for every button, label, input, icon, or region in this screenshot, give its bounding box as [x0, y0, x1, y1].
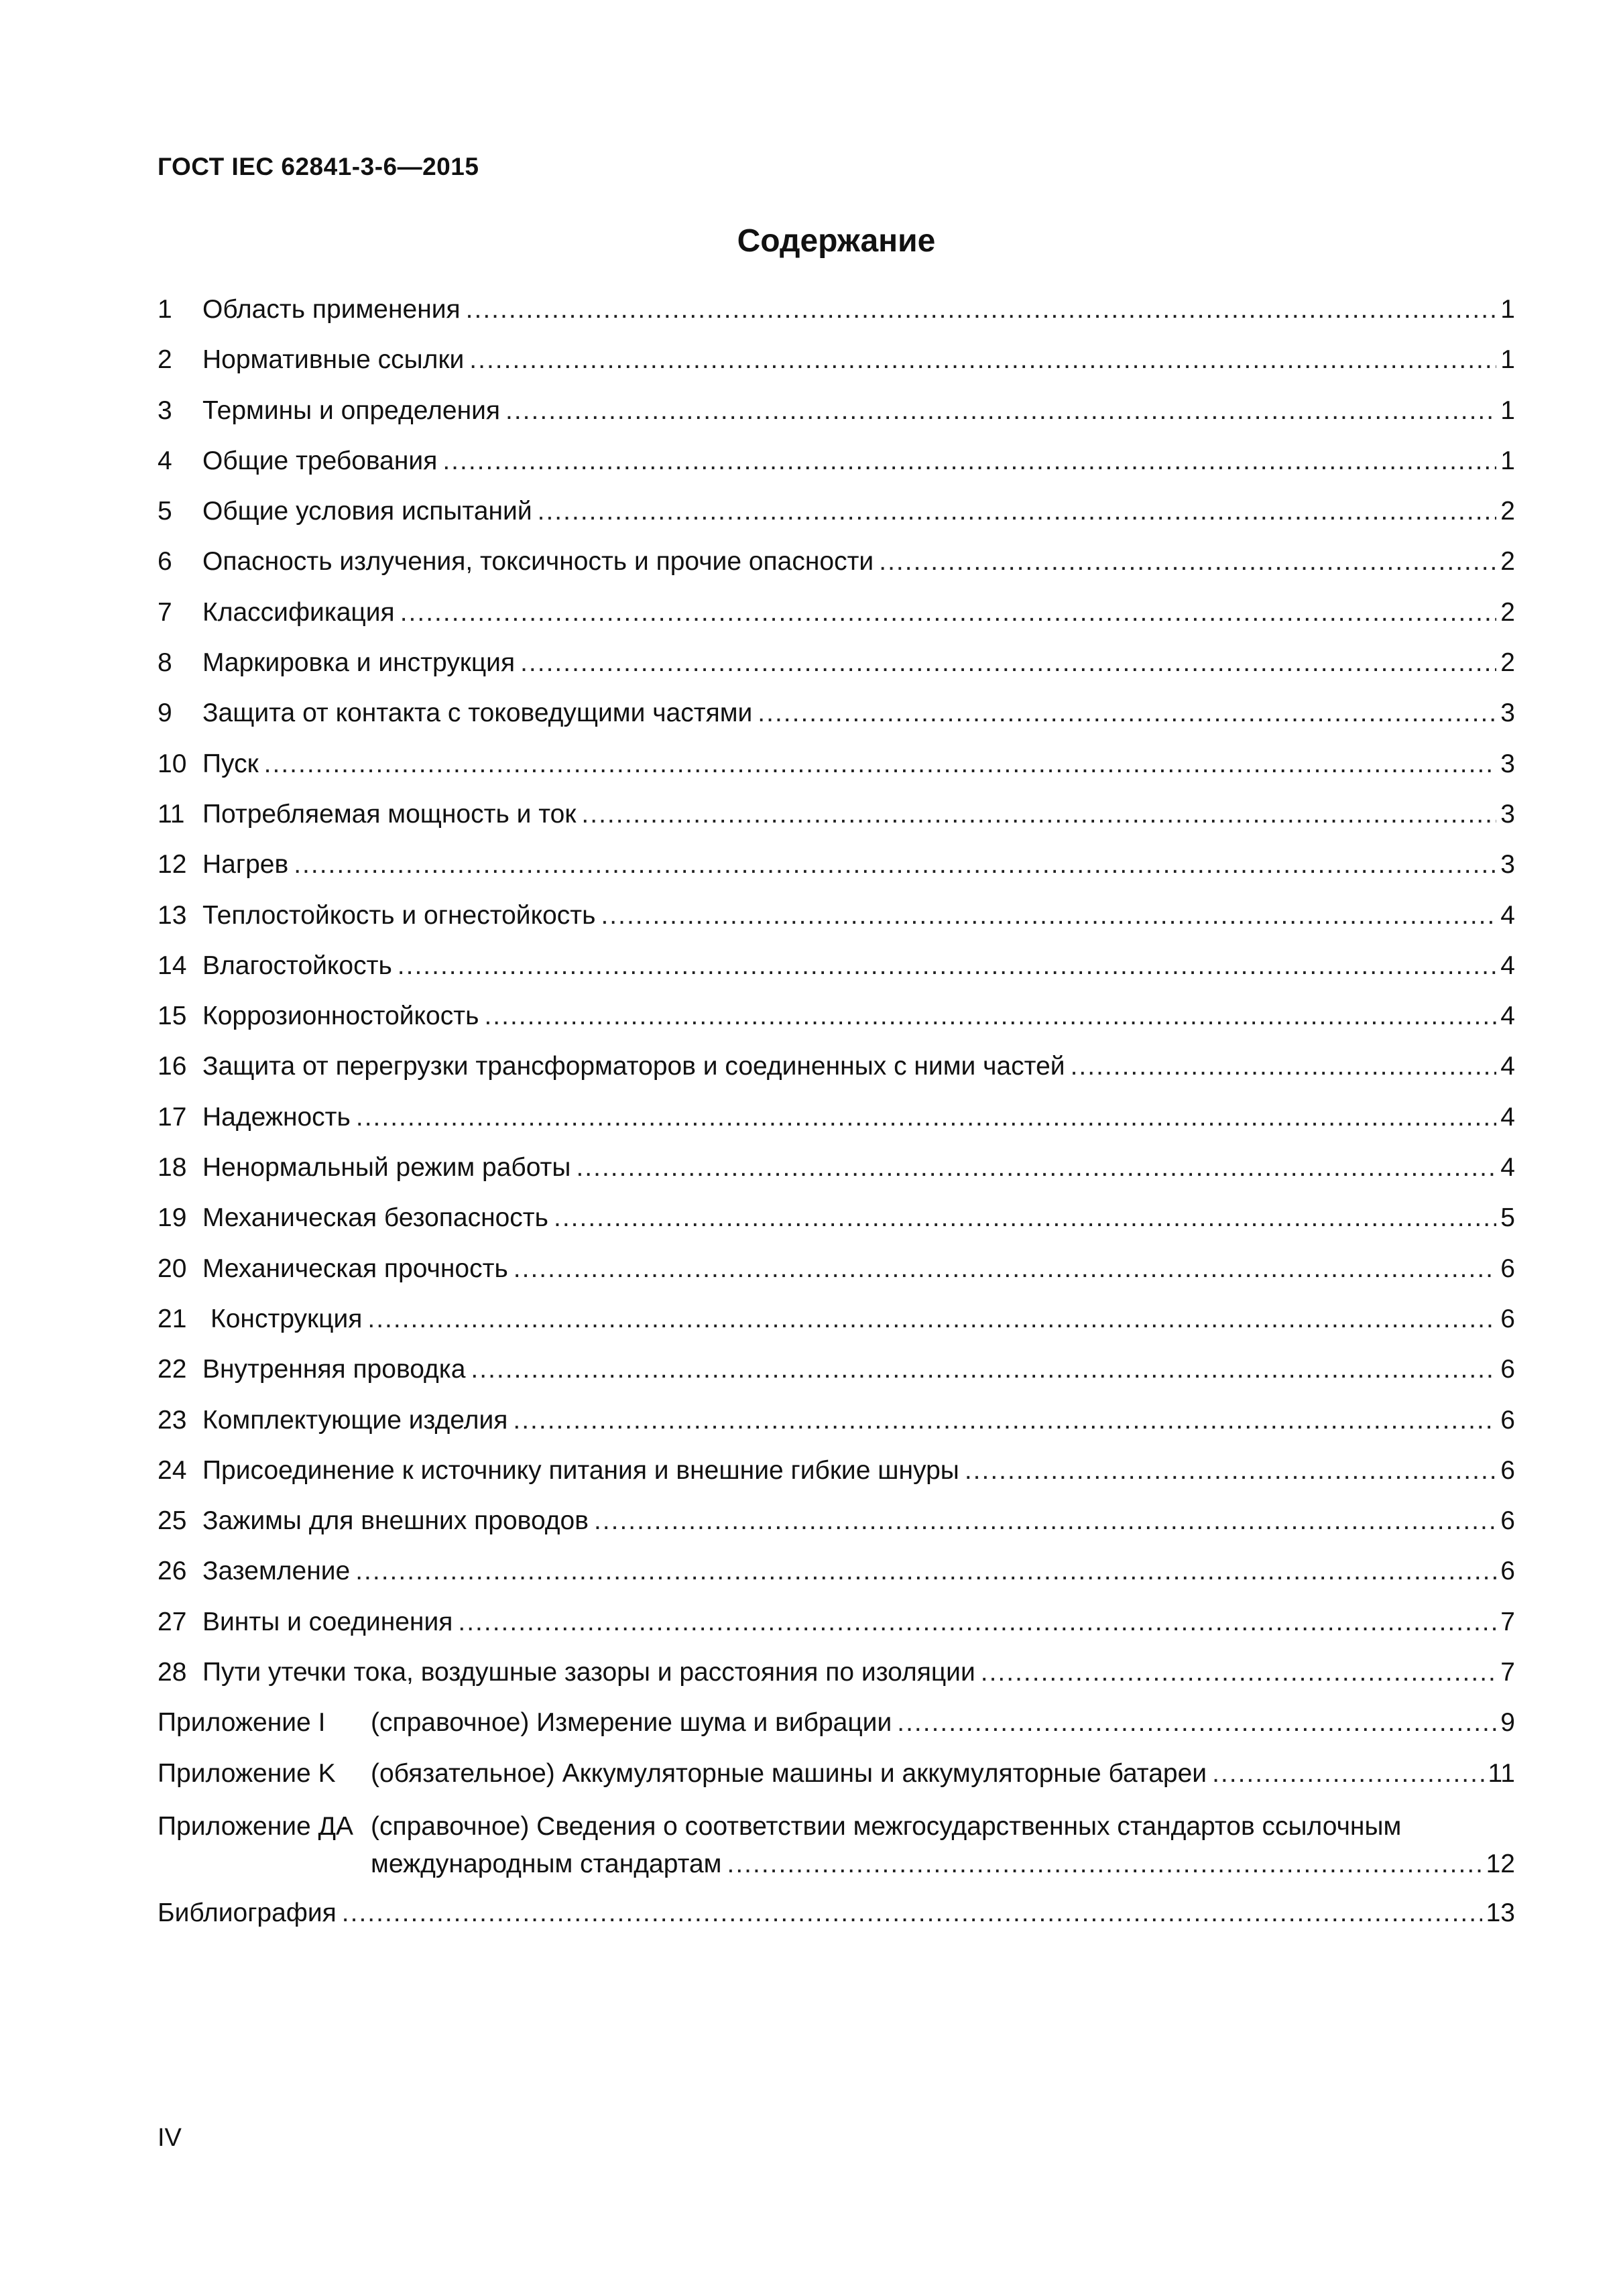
toc-entry[interactable] — [158, 396, 1515, 446]
toc-entry-number: 26 — [158, 1557, 187, 1586]
toc-entry[interactable] — [158, 1254, 1515, 1305]
toc-entry-number: 12 — [158, 850, 187, 880]
toc-entry-page: 2 — [1500, 597, 1515, 627]
toc-entry-title: Маркировка и инструкция — [202, 648, 516, 678]
toc-entry-number: 6 — [158, 547, 172, 577]
toc-bibliography[interactable] — [158, 1898, 1515, 1949]
toc-entry-number: 16 — [158, 1052, 187, 1081]
toc-entry-title: Ненормальный режим работы — [202, 1153, 571, 1183]
toc-entry-title: Конструкция — [211, 1304, 363, 1333]
page-number: IV — [158, 2124, 182, 2152]
toc-entry[interactable] — [158, 1355, 1515, 1405]
toc-entry-number: 7 — [158, 597, 172, 627]
toc-entry-number: 5 — [158, 497, 172, 526]
toc-entry-title: Нагрев — [202, 850, 289, 880]
toc-entry-number: 20 — [158, 1254, 187, 1283]
dot-leader — [264, 749, 1497, 779]
dot-leader — [466, 295, 1497, 324]
dot-leader — [520, 648, 1496, 678]
dot-leader — [514, 1254, 1497, 1284]
dot-leader — [484, 1002, 1496, 1031]
toc-entry-page: 1 — [1500, 345, 1515, 375]
toc-entry[interactable] — [158, 1103, 1515, 1153]
toc-entry[interactable] — [158, 749, 1515, 800]
dot-leader — [897, 1708, 1496, 1738]
toc-entry-title: Общие условия испытаний — [202, 497, 532, 526]
toc-entry[interactable] — [158, 1608, 1515, 1658]
toc-entry-title: Присоединение к источнику питания и внешние гибкие шнуры — [202, 1455, 959, 1485]
toc-appendix-da[interactable] — [158, 1812, 1515, 1898]
toc-entry-number: 9 — [158, 699, 172, 728]
toc-entry-page: 6 — [1500, 1405, 1515, 1435]
table-of-contents — [158, 295, 1515, 1949]
toc-entry-number: 1 — [158, 295, 172, 324]
toc-entry[interactable] — [158, 1506, 1515, 1557]
toc-entry-title: Заземление — [202, 1557, 351, 1586]
appendix-title: (справочное) Измерение шума и вибрации — [371, 1708, 892, 1738]
dot-leader — [356, 1103, 1496, 1132]
dot-leader — [1212, 1759, 1484, 1789]
toc-entry-title: Термины и определения — [202, 396, 501, 425]
toc-entry-number: 19 — [158, 1203, 187, 1233]
toc-entry-title: Влагостойкость — [202, 951, 392, 980]
toc-entry-number: 17 — [158, 1102, 187, 1132]
toc-entry-title: Пуск — [202, 749, 259, 778]
toc-entry-page: 4 — [1500, 900, 1515, 930]
dot-leader — [294, 850, 1496, 880]
dot-leader — [965, 1456, 1496, 1486]
dot-leader — [469, 345, 1496, 375]
dot-leader — [981, 1658, 1497, 1687]
toc-entry-title: Пути утечки тока, воздушные зазоры и расстояния по изоляции — [202, 1658, 975, 1687]
toc-entry-page: 2 — [1500, 497, 1515, 526]
toc-appendix-k[interactable] — [158, 1759, 1515, 1809]
dot-leader — [505, 396, 1496, 426]
appendix-page: 9 — [1500, 1708, 1515, 1738]
toc-entry[interactable] — [158, 699, 1515, 749]
toc-entry-number: 18 — [158, 1153, 187, 1183]
dot-leader — [367, 1305, 1496, 1334]
appendix-page: 12 — [1486, 1849, 1515, 1878]
dot-leader — [355, 1557, 1496, 1586]
toc-entry-title: Внутренняя проводка — [202, 1355, 466, 1384]
toc-entry[interactable] — [158, 497, 1515, 547]
toc-entry[interactable] — [158, 800, 1515, 850]
toc-entry-number: 21 — [158, 1304, 187, 1333]
toc-entry-number: 23 — [158, 1405, 187, 1435]
dot-leader — [342, 1898, 1482, 1928]
toc-entry-number: 24 — [158, 1455, 187, 1485]
toc-entry-title: Классификация — [202, 597, 395, 627]
toc-entry[interactable] — [158, 547, 1515, 597]
dot-leader — [538, 497, 1497, 526]
toc-entry-title: Защита от перегрузки трансформаторов и соединенных с ними частей — [202, 1052, 1065, 1081]
toc-entry-title: Теплостойкость и огнестойкость — [202, 900, 596, 930]
dot-leader — [758, 699, 1496, 728]
toc-entry-title: Опасность излучения, токсичность и прочие опасности — [202, 547, 874, 577]
toc-entry-page: 1 — [1500, 295, 1515, 324]
toc-entry[interactable] — [158, 295, 1515, 345]
toc-entry-title: Нормативные ссылки — [202, 345, 465, 375]
bibliography-page: 13 — [1486, 1898, 1515, 1927]
dot-leader — [554, 1203, 1496, 1233]
dot-leader — [581, 800, 1496, 829]
toc-entry[interactable] — [158, 1052, 1515, 1102]
toc-entry-title: Винты и соединения — [202, 1607, 453, 1636]
dot-leader — [727, 1850, 1482, 1879]
toc-entry-title: Общие требования — [202, 446, 438, 475]
toc-entry-page: 1 — [1500, 396, 1515, 425]
dot-leader — [442, 446, 1496, 476]
toc-entry-title: Зажимы для внешних проводов — [202, 1506, 589, 1536]
toc-entry-page: 2 — [1500, 648, 1515, 678]
appendix-title: (обязательное) Аккумуляторные машины и аккумуляторные батареи — [371, 1758, 1207, 1788]
appendix-title-continued: международным стандартам — [371, 1849, 722, 1878]
page-title: Содержание — [737, 223, 936, 259]
toc-entry-page: 1 — [1500, 446, 1515, 475]
dot-leader — [594, 1506, 1496, 1536]
toc-entry-number: 28 — [158, 1658, 187, 1687]
appendix-page: 11 — [1488, 1758, 1515, 1788]
toc-entry-page: 6 — [1500, 1455, 1515, 1485]
toc-entry-page: 4 — [1500, 1102, 1515, 1132]
toc-entry-page: 4 — [1500, 951, 1515, 980]
toc-entry-page: 3 — [1500, 749, 1515, 778]
toc-entry[interactable] — [158, 446, 1515, 497]
toc-entry-number: 4 — [158, 446, 172, 475]
toc-entry-number: 10 — [158, 749, 187, 778]
toc-entry-page: 7 — [1500, 1607, 1515, 1636]
toc-entry-title: Механическая прочность — [202, 1254, 508, 1283]
toc-entry-number: 25 — [158, 1506, 187, 1536]
toc-entry[interactable] — [158, 951, 1515, 1002]
appendix-label: Приложение ДА — [158, 1811, 354, 1841]
toc-entry[interactable] — [158, 850, 1515, 900]
toc-entry-page: 4 — [1500, 1002, 1515, 1031]
toc-entry-page: 4 — [1500, 1052, 1515, 1081]
toc-entry[interactable] — [158, 1658, 1515, 1708]
toc-entry-title: Область применения — [202, 295, 461, 324]
toc-entry-number: 14 — [158, 951, 187, 980]
toc-entry-page: 3 — [1500, 850, 1515, 880]
bibliography-label: Библиография — [158, 1898, 337, 1927]
toc-entry-page: 6 — [1500, 1254, 1515, 1283]
toc-entry[interactable] — [158, 1456, 1515, 1506]
appendix-label: Приложение K — [158, 1758, 336, 1788]
dot-leader — [1071, 1052, 1497, 1081]
dot-leader — [471, 1355, 1496, 1384]
toc-entry-page: 4 — [1500, 1153, 1515, 1183]
toc-entry-title: Надежность — [202, 1102, 351, 1132]
toc-entry-number: 22 — [158, 1355, 187, 1384]
toc-entry-page: 6 — [1500, 1506, 1515, 1536]
appendix-label: Приложение I — [158, 1708, 326, 1738]
toc-entry-number: 15 — [158, 1002, 187, 1031]
toc-entry-page: 6 — [1500, 1304, 1515, 1333]
toc-entry[interactable] — [158, 1305, 1515, 1355]
toc-entry-number: 11 — [158, 799, 185, 829]
toc-entry-number: 13 — [158, 900, 187, 930]
dot-leader — [513, 1406, 1496, 1435]
document-code: ГОСТ IEC 62841-3-6—2015 — [158, 153, 479, 180]
toc-entry-title: Механическая безопасность — [202, 1203, 548, 1233]
toc-entry[interactable] — [158, 598, 1515, 648]
toc-entry[interactable] — [158, 1002, 1515, 1052]
toc-entry[interactable] — [158, 1406, 1515, 1456]
dot-leader — [400, 598, 1497, 627]
toc-entry-number: 27 — [158, 1607, 187, 1636]
toc-entry-page: 6 — [1500, 1355, 1515, 1384]
appendix-title: (справочное) Сведения о соответствии межгосударственных стандартов ссылочным — [371, 1811, 1402, 1841]
toc-entry[interactable] — [158, 1557, 1515, 1607]
toc-entry[interactable] — [158, 1203, 1515, 1254]
dot-leader — [398, 951, 1497, 981]
dot-leader — [601, 901, 1496, 930]
dot-leader — [576, 1153, 1496, 1183]
dot-leader — [879, 547, 1496, 577]
toc-entry-page: 3 — [1500, 799, 1515, 829]
toc-entry[interactable] — [158, 1153, 1515, 1203]
dot-leader — [458, 1608, 1496, 1637]
toc-entry-title: Потребляемая мощность и ток — [202, 799, 577, 829]
toc-entry-number: 2 — [158, 345, 172, 375]
toc-entry-page: 3 — [1500, 699, 1515, 728]
toc-entry-title: Коррозионностойкость — [202, 1002, 479, 1031]
toc-entry-number: 8 — [158, 648, 172, 678]
toc-entry[interactable] — [158, 648, 1515, 699]
toc-entry-number: 3 — [158, 396, 172, 425]
toc-entry-title: Защита от контакта с токоведущими частями — [202, 699, 753, 728]
toc-entry-page: 7 — [1500, 1658, 1515, 1687]
toc-entry-title: Комплектующие изделия — [202, 1405, 508, 1435]
toc-entry[interactable] — [158, 901, 1515, 951]
toc-entry-page: 6 — [1500, 1557, 1515, 1586]
toc-entry-page: 5 — [1500, 1203, 1515, 1233]
toc-entry-page: 2 — [1500, 547, 1515, 577]
toc-appendix-i[interactable] — [158, 1708, 1515, 1758]
toc-entry[interactable] — [158, 345, 1515, 396]
